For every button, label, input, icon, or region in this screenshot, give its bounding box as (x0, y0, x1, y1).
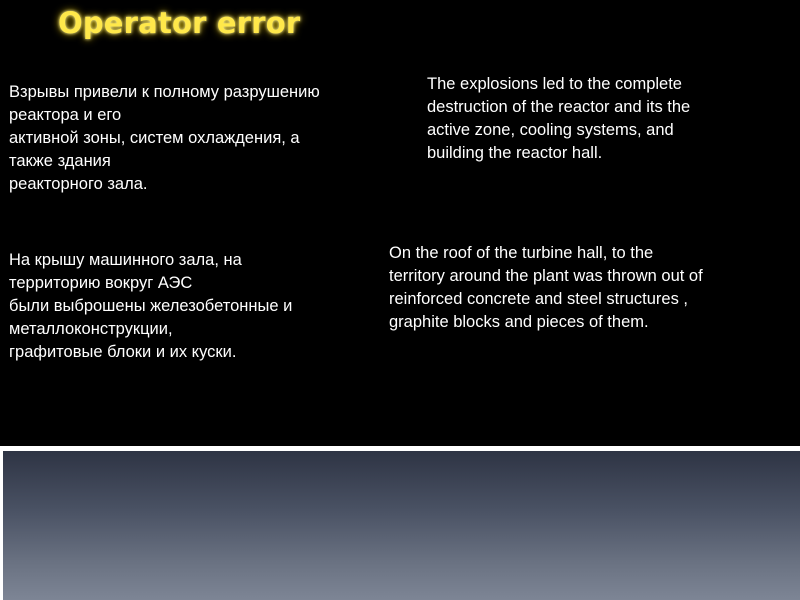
text-line: На крышу машинного зала, на (9, 251, 242, 269)
text-line: территорию вокруг АЭС (9, 274, 193, 292)
text-line: territory around the plant was thrown out of (389, 267, 703, 285)
text-line: graphite blocks and pieces of them. (389, 313, 649, 331)
text-line: reinforced concrete and steel structures , (389, 290, 688, 308)
english-text-debris (389, 242, 794, 334)
text-line: реакторного зала. (9, 175, 148, 193)
text-line: destruction of the reactor and its the (427, 98, 691, 116)
russian-text-debris (9, 249, 379, 364)
slide-title: Operator error (58, 6, 301, 40)
text-line: активной зоны, систем охлаждения, а (9, 129, 300, 147)
text-line: The explosions led to the complete (427, 75, 682, 93)
bottom-gradient-panel (3, 451, 800, 600)
text-line: также здания (9, 152, 111, 170)
english-text-explosions (427, 73, 787, 165)
text-line: графитовые блоки и их куски. (9, 343, 237, 361)
russian-text-explosions (9, 81, 394, 196)
text-line: Взрывы привели к полному разрушению (9, 83, 320, 101)
text-line: были выброшены железобетонные и (9, 297, 293, 315)
text-line: реактора и его (9, 106, 122, 124)
text-line: металлоконструкции, (9, 320, 173, 338)
text-line: building the reactor hall. (427, 144, 603, 162)
text-line: active zone, cooling systems, and (427, 121, 674, 139)
text-line: On the roof of the turbine hall, to the (389, 244, 654, 262)
